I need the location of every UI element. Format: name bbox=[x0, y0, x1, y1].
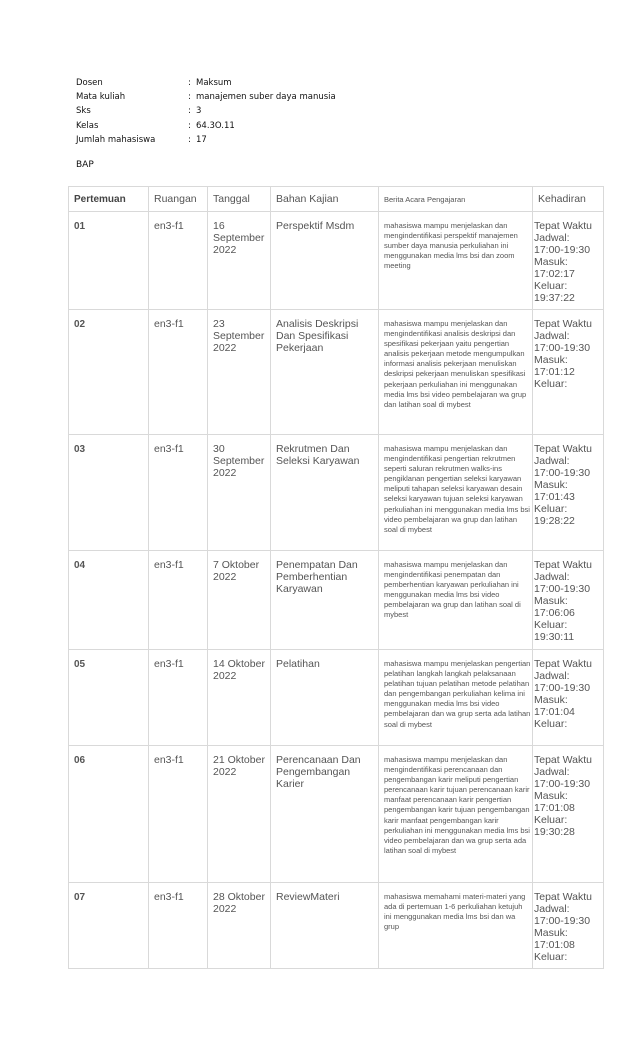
info-row-kelas bbox=[76, 119, 336, 133]
cell-tanggal: 21 Oktober 2022 bbox=[208, 746, 271, 883]
cell-kehadiran: Tepat Waktu Jadwal: 17:00-19:30 Masuk: 17:06:06 Keluar: 19:30:11 bbox=[533, 551, 604, 650]
cell-pertemuan: 05 bbox=[69, 650, 149, 746]
bap-table bbox=[68, 186, 604, 969]
dosen-value: Maksum bbox=[196, 78, 232, 89]
jumlah-mahasiswa-label: Jumlah mahasiswa bbox=[76, 134, 156, 145]
cell-ruangan: en3-f1 bbox=[149, 883, 208, 969]
jumlah-mahasiswa-value: 17 bbox=[196, 134, 207, 145]
kelas-label: Kelas bbox=[76, 120, 99, 131]
mata-kuliah-label: Mata kuliah bbox=[76, 92, 126, 103]
table-row bbox=[69, 883, 604, 969]
separator-colon: : bbox=[188, 78, 191, 89]
course-info bbox=[76, 76, 336, 147]
cell-tanggal: 30 September 2022 bbox=[208, 435, 271, 551]
cell-berita-acara: mahasiswa mampu menjelaskan pengertian pelatihan langkah langkah pelaksanaan pelatihan tujuan pelatihan metode pelatihan dan pengembangan perkuliahan kelima ini menggunakan media lms bsi video pembelajaran dan wa grup serta ada latihan soal di mybest bbox=[379, 650, 533, 746]
header-tanggal: Tanggal bbox=[208, 187, 271, 212]
table-row bbox=[69, 212, 604, 310]
cell-tanggal: 7 Oktober 2022 bbox=[208, 551, 271, 650]
cell-ruangan: en3-f1 bbox=[149, 435, 208, 551]
table-row bbox=[69, 310, 604, 435]
cell-kehadiran: Tepat Waktu Jadwal: 17:00-19:30 Masuk: 17:02:17 Keluar: 19:37:22 bbox=[533, 212, 604, 310]
info-row-sks bbox=[76, 104, 336, 118]
table-header-row bbox=[69, 187, 604, 212]
header-pertemuan: Pertemuan bbox=[69, 187, 149, 212]
separator-colon: : bbox=[188, 106, 191, 117]
cell-kehadiran: Tepat Waktu Jadwal: 17:00-19:30 Masuk: 17:01:12 Keluar: bbox=[533, 310, 604, 435]
cell-tanggal: 16 September 2022 bbox=[208, 212, 271, 310]
cell-berita-acara: mahasiswa mampu menjelaskan dan mengindentifikasi pengertian rekrutmen seperti saluran rekrutmen walks-ins pengiklanan pengertian seleksi karyawan meliputi tahapan seleksi karyawan desain seleksi karyawan tujuan seleksi karyawan perkuliahan ini menggunakan media lms bsi video pembelajaran wa grup dan latihan soal di mybest bbox=[379, 435, 533, 551]
cell-berita-acara: mahasiswa mampu menjelaskan dan mengindentifikasi perencanaan dan pengembangan karir meliputi pengertian perencanaan karir tujuan perencanaan karir manfaat perencanaan karir pengertian pengembangan karir tujuan pengembangan karir manfaat pengembangan karir perkuliahan ini menggunakan media lms bsi video pembelajaran dan wa grup serta ada latihan soal di mybest bbox=[379, 746, 533, 883]
cell-bahan-kajian: Rekrutmen Dan Seleksi Karyawan bbox=[271, 435, 379, 551]
cell-ruangan: en3-f1 bbox=[149, 212, 208, 310]
cell-ruangan: en3-f1 bbox=[149, 746, 208, 883]
cell-kehadiran: Tepat Waktu Jadwal: 17:00-19:30 Masuk: 17:01:08 Keluar: 19:30:28 bbox=[533, 746, 604, 883]
table-row bbox=[69, 650, 604, 746]
section-title: BAP bbox=[76, 160, 94, 170]
cell-pertemuan: 04 bbox=[69, 551, 149, 650]
info-row-jumlah bbox=[76, 133, 336, 147]
cell-tanggal: 28 Oktober 2022 bbox=[208, 883, 271, 969]
cell-pertemuan: 01 bbox=[69, 212, 149, 310]
cell-ruangan: en3-f1 bbox=[149, 551, 208, 650]
cell-kehadiran: Tepat Waktu Jadwal: 17:00-19:30 Masuk: 17:01:43 Keluar: 19:28:22 bbox=[533, 435, 604, 551]
cell-bahan-kajian: Perencanaan Dan Pengembangan Karier bbox=[271, 746, 379, 883]
mata-kuliah-value: manajemen suber daya manusia bbox=[196, 92, 336, 103]
dosen-label: Dosen bbox=[76, 78, 103, 89]
cell-ruangan: en3-f1 bbox=[149, 650, 208, 746]
sks-label: Sks bbox=[76, 106, 91, 117]
cell-kehadiran: Tepat Waktu Jadwal: 17:00-19:30 Masuk: 17:01:04 Keluar: bbox=[533, 650, 604, 746]
cell-bahan-kajian: Pelatihan bbox=[271, 650, 379, 746]
cell-tanggal: 14 Oktober 2022 bbox=[208, 650, 271, 746]
cell-pertemuan: 06 bbox=[69, 746, 149, 883]
header-kehadiran: Kehadiran bbox=[533, 187, 604, 212]
header-berita-acara: Berita Acara Pengajaran bbox=[379, 187, 533, 212]
separator-colon: : bbox=[188, 134, 191, 145]
separator-colon: : bbox=[188, 92, 191, 103]
cell-pertemuan: 02 bbox=[69, 310, 149, 435]
cell-ruangan: en3-f1 bbox=[149, 310, 208, 435]
table-row bbox=[69, 551, 604, 650]
cell-berita-acara: mahasiswa mampu menjelaskan dan mengindentifikasi analisis deskripsi dan spesifikasi pekerjaan yaitu pengertian analisis pekerjaan metode mengumpulkan informasi analisis pekerjaan menuliskan deskripsi pekerjaan menuliskan spesifikasi pekerjaan perkuliahan ini menggunakan media lms bsi video pembelajaran wa grup dan latihan soal di mybest bbox=[379, 310, 533, 435]
cell-berita-acara: mahasiswa memahami materi-materi yang ada di pertemuan 1-6 perkuliahan ketujuh ini menggunakan media lms bsi dan wa grup bbox=[379, 883, 533, 969]
cell-bahan-kajian: Penempatan Dan Pemberhentian Karyawan bbox=[271, 551, 379, 650]
cell-tanggal: 23 September 2022 bbox=[208, 310, 271, 435]
info-row-dosen bbox=[76, 76, 336, 90]
cell-bahan-kajian: ReviewMateri bbox=[271, 883, 379, 969]
cell-berita-acara: mahasiswa mampu menjelaskan dan mengindentifikasi penempatan dan pemberhentian karyawan perkuliahan ini menggunakan media lms bsi video pembelajaran wa grup dan latihan soal di mybest bbox=[379, 551, 533, 650]
cell-bahan-kajian: Perspektif Msdm bbox=[271, 212, 379, 310]
cell-pertemuan: 03 bbox=[69, 435, 149, 551]
cell-pertemuan: 07 bbox=[69, 883, 149, 969]
header-bahan-kajian: Bahan Kajian bbox=[271, 187, 379, 212]
kelas-value: 64.3O.11 bbox=[196, 120, 235, 131]
separator-colon: : bbox=[188, 120, 191, 131]
table-row bbox=[69, 435, 604, 551]
header-ruangan: Ruangan bbox=[149, 187, 208, 212]
cell-berita-acara: mahasiswa mampu menjelaskan dan mengindentifikasi perspektif manajemen sumber daya manusia perkuliahan ini menggunakan media lms bsi dan zoom meeting bbox=[379, 212, 533, 310]
table-row bbox=[69, 746, 604, 883]
info-row-mata-kuliah bbox=[76, 90, 336, 104]
cell-bahan-kajian: Analisis Deskripsi Dan Spesifikasi Pekerjaan bbox=[271, 310, 379, 435]
sks-value: 3 bbox=[196, 106, 202, 117]
cell-kehadiran: Tepat Waktu Jadwal: 17:00-19:30 Masuk: 17:01:08 Keluar: bbox=[533, 883, 604, 969]
